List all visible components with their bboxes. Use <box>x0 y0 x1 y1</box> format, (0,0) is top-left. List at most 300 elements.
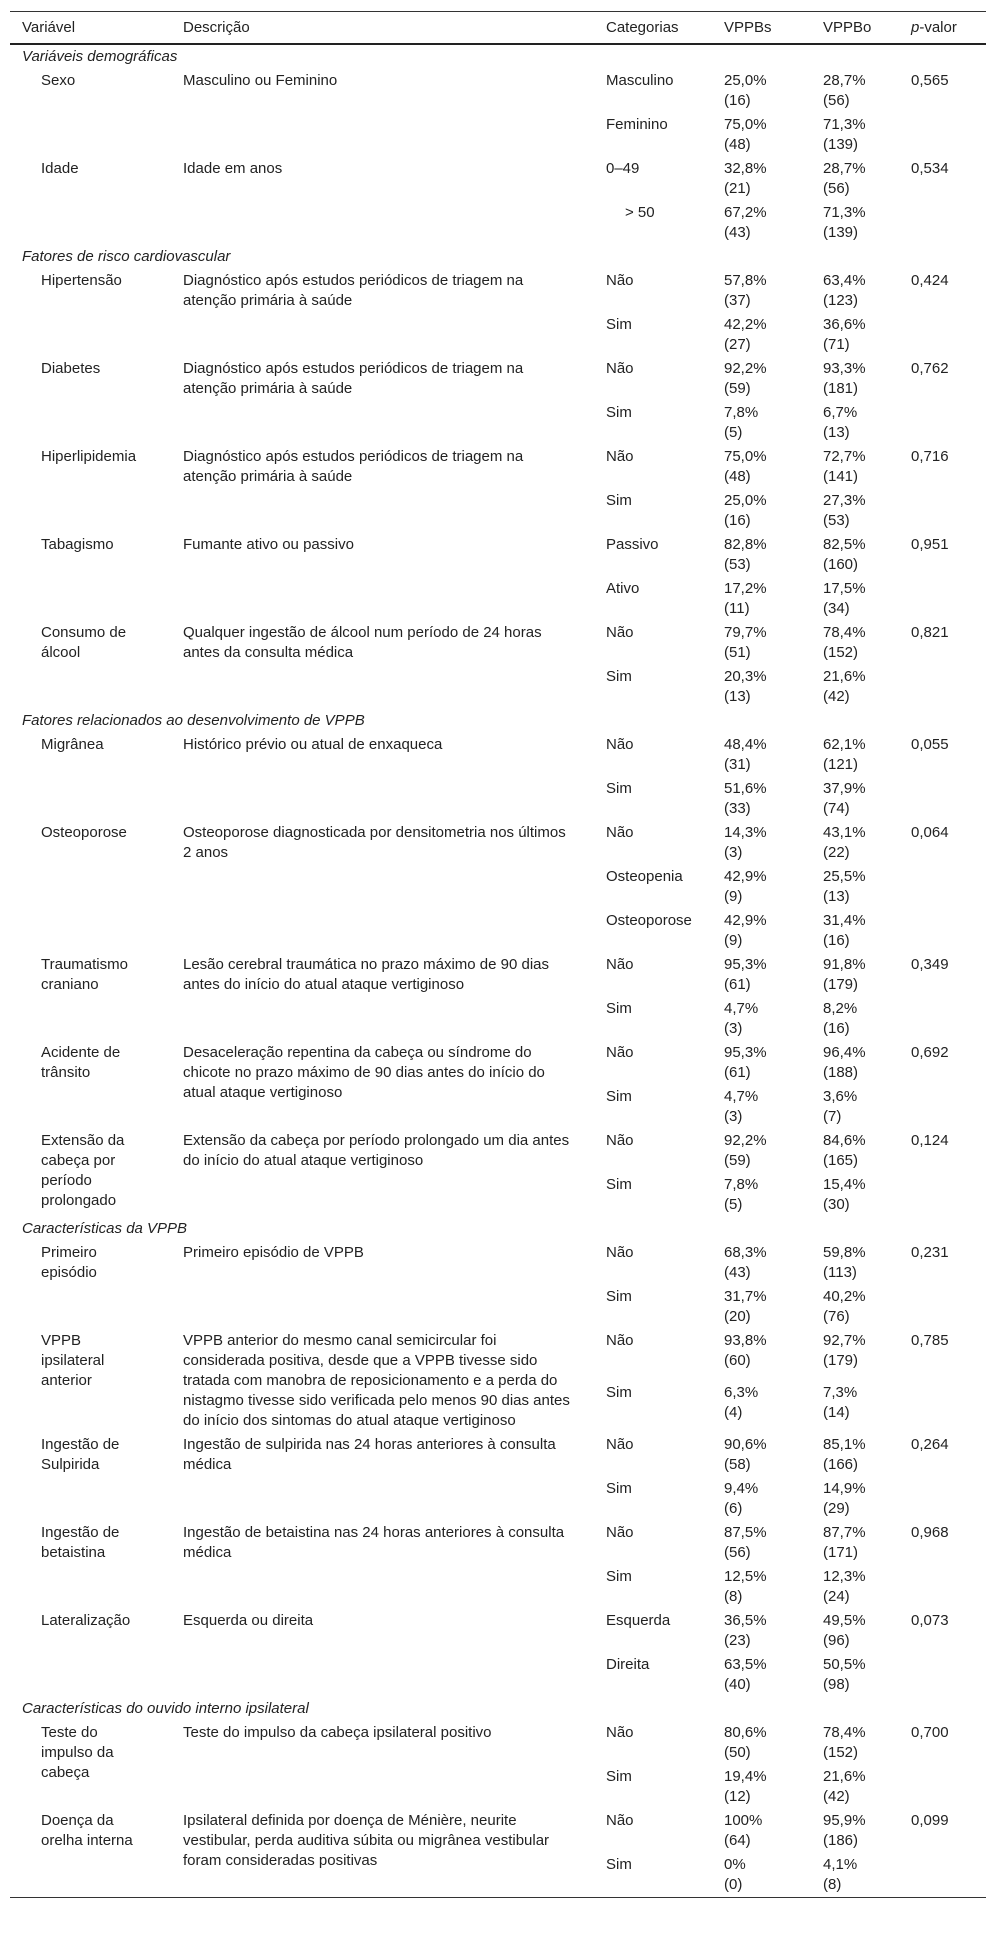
p-value: 0,951 <box>911 536 949 553</box>
table-row <box>10 1721 986 1765</box>
category: Sim <box>606 1176 632 1193</box>
vppbo-cell <box>817 1853 905 1898</box>
vppbs-count: (12) <box>724 1788 751 1805</box>
vppbs-count: (8) <box>724 1588 743 1605</box>
table-row <box>10 733 986 777</box>
vppbs-count: (59) <box>724 1152 751 1169</box>
table-row <box>10 533 986 577</box>
vppbs-percent: 75,0% <box>724 448 767 465</box>
vppbo-cell <box>817 665 905 709</box>
vppbs-count: (27) <box>724 336 751 353</box>
vppbs-cell <box>718 357 817 401</box>
vppbo-percent: 8,2% <box>823 1000 858 1017</box>
vppbs-cell <box>718 1721 817 1765</box>
vppbo-percent: 85,1% <box>823 1436 866 1453</box>
vppbo-percent: 15,4% <box>823 1176 866 1193</box>
vppbo-cell <box>817 1241 905 1285</box>
category: Não <box>606 1436 634 1453</box>
vppbo-percent: 84,6% <box>823 1132 866 1149</box>
variable-description: Ingestão de sulpirida nas 24 horas anteriores à consulta médica <box>183 1436 556 1473</box>
vppbo-count: (179) <box>823 976 859 993</box>
vppbo-count: (139) <box>823 224 859 241</box>
vppbo-cell <box>817 1329 905 1381</box>
p-value: 0,264 <box>911 1436 949 1453</box>
table-row <box>10 1609 986 1653</box>
vppbs-percent: 42,9% <box>724 912 767 929</box>
vppbs-percent: 79,7% <box>724 624 767 641</box>
vppbs-percent: 25,0% <box>724 72 767 89</box>
vppbs-cell <box>718 1521 817 1565</box>
vppbo-cell <box>817 489 905 533</box>
table-row <box>10 157 986 201</box>
variable-description: Ingestão de betaistina nas 24 horas anteriores à consulta médica <box>183 1524 565 1561</box>
vppbs-count: (3) <box>724 844 743 861</box>
category: Não <box>606 1044 634 1061</box>
category: Não <box>606 448 634 465</box>
vppbo-cell <box>817 1565 905 1609</box>
vppbs-cell <box>718 201 817 245</box>
vppbs-count: (16) <box>724 92 751 109</box>
vppbs-cell <box>718 953 817 997</box>
vppbo-cell <box>817 821 905 865</box>
p-value: 0,064 <box>911 824 949 841</box>
vppbs-percent: 92,2% <box>724 1132 767 1149</box>
variable-description: Esquerda ou direita <box>183 1612 314 1629</box>
vppbs-count: (53) <box>724 556 751 573</box>
section-title: Variáveis demográficas <box>22 48 178 65</box>
vppbs-count: (5) <box>724 424 743 441</box>
vppbo-percent: 93,3% <box>823 360 866 377</box>
vppbo-count: (34) <box>823 600 850 617</box>
category: Sim <box>606 1088 632 1105</box>
vppbo-count: (166) <box>823 1456 859 1473</box>
vppbs-cell <box>718 1433 817 1477</box>
vppbo-count: (8) <box>823 1876 842 1893</box>
vppbs-percent: 75,0% <box>724 116 767 133</box>
vppbo-cell <box>817 1809 905 1853</box>
variable-description: Osteoporose diagnosticada por densitometria nos últimos 2 anos <box>183 824 566 861</box>
vppbs-count: (23) <box>724 1632 751 1649</box>
table-row <box>10 269 986 313</box>
vppbo-cell <box>817 269 905 313</box>
vppbs-count: (16) <box>724 512 751 529</box>
vppbs-percent: 9,4% <box>724 1480 759 1497</box>
category: Não <box>606 736 634 753</box>
variable-description: Histórico prévio ou atual de enxaqueca <box>183 736 443 753</box>
vppbs-percent: 42,2% <box>724 316 767 333</box>
vppbs-percent: 17,2% <box>724 580 767 597</box>
vppbo-count: (171) <box>823 1544 859 1561</box>
vppbo-count: (165) <box>823 1152 859 1169</box>
vppbo-count: (121) <box>823 756 859 773</box>
vppbs-percent: 31,7% <box>724 1288 767 1305</box>
category: Sim <box>606 1480 632 1497</box>
category: Sim <box>606 1856 632 1873</box>
variable-name: Consumo de álcool <box>41 624 127 661</box>
section-row <box>10 1697 986 1721</box>
vppbo-cell <box>817 865 905 909</box>
table-row <box>10 445 986 489</box>
vppbo-cell <box>817 1129 905 1173</box>
vppbo-cell <box>817 201 905 245</box>
vppbs-count: (43) <box>724 1264 751 1281</box>
vppbs-cell <box>718 1129 817 1173</box>
vppbs-cell <box>718 1173 817 1217</box>
vppbs-count: (11) <box>724 600 750 617</box>
table-row <box>10 953 986 997</box>
vppbo-percent: 72,7% <box>823 448 866 465</box>
vppbo-count: (76) <box>823 1308 850 1325</box>
vppbs-count: (9) <box>724 932 743 949</box>
vppbo-count: (24) <box>823 1588 850 1605</box>
vppbo-cell <box>817 1085 905 1129</box>
vppbs-cell <box>718 401 817 445</box>
vppbo-count: (179) <box>823 1352 859 1369</box>
header-vppbs: VPPBs <box>718 12 817 45</box>
vppbo-percent: 78,4% <box>823 624 866 641</box>
section-title: Características da VPPB <box>22 1220 188 1237</box>
vppbs-cell <box>718 1765 817 1809</box>
vppbo-cell <box>817 1521 905 1565</box>
variable-name: Ingestão de betaistina <box>41 1524 120 1561</box>
section-title: Características do ouvido interno ipsilateral <box>22 1700 309 1717</box>
category: Sim <box>606 1288 632 1305</box>
vppbs-count: (3) <box>724 1020 743 1037</box>
vppbo-percent: 21,6% <box>823 668 866 685</box>
vppbo-cell <box>817 909 905 953</box>
vppbs-cell <box>718 1653 817 1697</box>
vppbs-cell <box>718 777 817 821</box>
vppbs-cell <box>718 1285 817 1329</box>
vppbo-cell <box>817 577 905 621</box>
vppbs-cell <box>718 1041 817 1085</box>
vppbs-percent: 48,4% <box>724 736 767 753</box>
variable-description: VPPB anterior do mesmo canal semicircular foi considerada positiva, desde que a VPPB tivesse sido tratada com manobra de reposicionamento e a perda do nistagmo tivesse sido verificada pelo menos 90 dias antes do início dos sintomas do atual ataque vertiginoso <box>183 1332 570 1429</box>
vppbs-count: (43) <box>724 224 751 241</box>
category: Não <box>606 1244 634 1261</box>
category: Sim <box>606 492 632 509</box>
vppbo-cell <box>817 313 905 357</box>
vppbs-count: (21) <box>724 180 751 197</box>
header-p-value <box>905 12 986 45</box>
vppbo-cell <box>817 1041 905 1085</box>
vppbs-count: (60) <box>724 1352 751 1369</box>
vppbs-cell <box>718 1565 817 1609</box>
vppbs-percent: 4,7% <box>724 1000 759 1017</box>
variable-description: Qualquer ingestão de álcool num período de 24 horas antes da consulta médica <box>183 624 542 661</box>
vppbo-percent: 6,7% <box>823 404 858 421</box>
vppbs-cell <box>718 577 817 621</box>
section-row <box>10 709 986 733</box>
header-description: Descrição <box>177 12 600 45</box>
vppbo-cell <box>817 1653 905 1697</box>
vppbs-count: (51) <box>724 644 751 661</box>
section-row <box>10 1217 986 1241</box>
vppbo-cell <box>817 953 905 997</box>
vppbs-count: (40) <box>724 1676 751 1693</box>
p-value: 0,055 <box>911 736 949 753</box>
category: Direita <box>606 1656 650 1673</box>
vppbo-cell <box>817 113 905 157</box>
vppbo-count: (141) <box>823 468 859 485</box>
variable-name: Acidente de trânsito <box>41 1044 121 1081</box>
variable-description: Ipsilateral definida por doença de Ménière, neurite vestibular, perda auditiva súbita ou migrânea vestibular foram consideradas positivas <box>183 1812 550 1869</box>
category: Sim <box>606 1768 632 1785</box>
category: Sim <box>606 1384 632 1401</box>
vppbo-count: (7) <box>823 1108 842 1125</box>
vppbo-cell <box>817 401 905 445</box>
table-row <box>10 1329 986 1381</box>
vppbo-percent: 78,4% <box>823 1724 866 1741</box>
vppbs-cell <box>718 489 817 533</box>
vppbo-cell <box>817 777 905 821</box>
vppbo-cell <box>817 445 905 489</box>
vppbs-count: (61) <box>724 976 751 993</box>
section-row <box>10 245 986 269</box>
vppbo-percent: 27,3% <box>823 492 866 509</box>
vppbs-percent: 57,8% <box>724 272 767 289</box>
vppbs-cell <box>718 1381 817 1433</box>
vppbs-count: (64) <box>724 1832 751 1849</box>
vppbo-cell <box>817 357 905 401</box>
vppbs-cell <box>718 1329 817 1381</box>
category: > 50 <box>625 204 655 221</box>
p-value: 0,716 <box>911 448 949 465</box>
vppbo-count: (74) <box>823 800 850 817</box>
vppbo-count: (30) <box>823 1196 850 1213</box>
vppbs-percent: 67,2% <box>724 204 767 221</box>
vppbs-percent: 6,3% <box>724 1384 759 1401</box>
category: 0–49 <box>606 160 640 177</box>
vppbs-count: (4) <box>724 1404 743 1421</box>
category: Não <box>606 1132 634 1149</box>
category: Sim <box>606 1568 632 1585</box>
vppbo-count: (16) <box>823 932 850 949</box>
variable-description: Extensão da cabeça por período prolongado um dia antes do início do atual ataque vertiginoso <box>183 1132 570 1169</box>
variable-description: Idade em anos <box>183 160 283 177</box>
vppbo-count: (13) <box>823 424 850 441</box>
vppbo-percent: 14,9% <box>823 1480 866 1497</box>
variable-description: Masculino ou Feminino <box>183 72 338 89</box>
vppbo-count: (98) <box>823 1676 850 1693</box>
p-suffix: -valor <box>919 19 957 36</box>
vppbs-percent: 95,3% <box>724 1044 767 1061</box>
variable-description: Diagnóstico após estudos periódicos de triagem na atenção primária à saúde <box>183 272 524 309</box>
variable-name: Lateralização <box>41 1612 131 1629</box>
table-row <box>10 1433 986 1477</box>
variable-name: Migrânea <box>41 736 104 753</box>
table-row <box>10 1521 986 1565</box>
category: Não <box>606 1524 634 1541</box>
vppbo-cell <box>817 157 905 201</box>
vppbs-percent: 36,5% <box>724 1612 767 1629</box>
results-table <box>10 11 986 1898</box>
p-value: 0,099 <box>911 1812 949 1829</box>
vppbo-count: (22) <box>823 844 850 861</box>
category: Feminino <box>606 116 668 133</box>
vppbo-count: (96) <box>823 1632 850 1649</box>
vppbo-percent: 95,9% <box>823 1812 866 1829</box>
vppbs-percent: 20,3% <box>724 668 767 685</box>
vppbo-percent: 43,1% <box>823 824 866 841</box>
vppbo-percent: 49,5% <box>823 1612 866 1629</box>
vppbo-percent: 7,3% <box>823 1384 858 1401</box>
vppbo-cell <box>817 1721 905 1765</box>
vppbs-cell <box>718 533 817 577</box>
header-vppbo: VPPBo <box>817 12 905 45</box>
vppbs-count: (56) <box>724 1544 751 1561</box>
vppbo-percent: 28,7% <box>823 72 866 89</box>
category: Sim <box>606 404 632 421</box>
vppbs-percent: 90,6% <box>724 1436 767 1453</box>
vppbs-count: (59) <box>724 380 751 397</box>
vppbs-percent: 12,5% <box>724 1568 767 1585</box>
vppbs-cell <box>718 1477 817 1521</box>
vppbs-count: (48) <box>724 136 751 153</box>
vppbs-count: (33) <box>724 800 751 817</box>
category: Não <box>606 272 634 289</box>
vppbo-count: (14) <box>823 1404 850 1421</box>
p-italic: p <box>911 19 920 36</box>
vppbo-count: (188) <box>823 1064 859 1081</box>
header-categories: Categorias <box>600 12 718 45</box>
vppbs-cell <box>718 1853 817 1898</box>
vppbo-count: (160) <box>823 556 859 573</box>
vppbs-count: (0) <box>724 1876 743 1893</box>
p-value: 0,785 <box>911 1332 949 1349</box>
vppbo-percent: 17,5% <box>823 580 866 597</box>
p-value: 0,692 <box>911 1044 949 1061</box>
variable-name: Hiperlipidemia <box>41 448 137 465</box>
variable-name: Doença da orelha interna <box>41 1812 133 1849</box>
vppbo-percent: 12,3% <box>823 1568 866 1585</box>
vppbs-cell <box>718 1809 817 1853</box>
vppbo-percent: 87,7% <box>823 1524 866 1541</box>
p-value: 0,968 <box>911 1524 949 1541</box>
vppbo-count: (152) <box>823 1744 859 1761</box>
vppbo-percent: 63,4% <box>823 272 866 289</box>
vppbs-percent: 51,6% <box>724 780 767 797</box>
vppbs-percent: 95,3% <box>724 956 767 973</box>
variable-name: Idade <box>41 160 79 177</box>
variable-name: Sexo <box>41 72 76 89</box>
category: Não <box>606 824 634 841</box>
vppbo-percent: 59,8% <box>823 1244 866 1261</box>
vppbs-cell <box>718 1085 817 1129</box>
category: Osteoporose <box>606 912 692 929</box>
vppbo-cell <box>817 1433 905 1477</box>
category: Sim <box>606 780 632 797</box>
p-value: 0,124 <box>911 1132 949 1149</box>
table-row <box>10 69 986 113</box>
section-title: Fatores relacionados ao desenvolvimento de VPPB <box>22 712 365 729</box>
vppbs-percent: 4,7% <box>724 1088 759 1105</box>
variable-description: Diagnóstico após estudos periódicos de triagem na atenção primária à saúde <box>183 448 524 485</box>
vppbo-count: (42) <box>823 688 850 705</box>
vppbo-percent: 28,7% <box>823 160 866 177</box>
vppbo-count: (123) <box>823 292 859 309</box>
vppbo-percent: 71,3% <box>823 116 866 133</box>
vppbs-percent: 19,4% <box>724 1768 767 1785</box>
vppbs-percent: 7,8% <box>724 1176 759 1193</box>
p-value: 0,821 <box>911 624 949 641</box>
vppbs-count: (31) <box>724 756 751 773</box>
p-value: 0,349 <box>911 956 949 973</box>
vppbs-cell <box>718 1241 817 1285</box>
category: Sim <box>606 316 632 333</box>
vppbo-count: (29) <box>823 1500 850 1517</box>
vppbs-percent: 92,2% <box>724 360 767 377</box>
vppbs-cell <box>718 269 817 313</box>
category: Não <box>606 360 634 377</box>
vppbs-cell <box>718 665 817 709</box>
vppbo-percent: 37,9% <box>823 780 866 797</box>
table-row <box>10 621 986 665</box>
category: Não <box>606 956 634 973</box>
p-value: 0,424 <box>911 272 949 289</box>
vppbs-count: (13) <box>724 688 751 705</box>
vppbo-count: (16) <box>823 1020 850 1037</box>
category: Passivo <box>606 536 659 553</box>
category: Sim <box>606 1000 632 1017</box>
vppbo-count: (42) <box>823 1788 850 1805</box>
vppbs-percent: 32,8% <box>724 160 767 177</box>
variable-name: Osteoporose <box>41 824 127 841</box>
vppbo-percent: 96,4% <box>823 1044 866 1061</box>
vppbo-cell <box>817 733 905 777</box>
section-title: Fatores de risco cardiovascular <box>22 248 231 265</box>
category: Osteopenia <box>606 868 683 885</box>
vppbs-count: (20) <box>724 1308 751 1325</box>
vppbo-percent: 92,7% <box>823 1332 866 1349</box>
variable-name: Extensão da cabeça por período prolongado <box>41 1132 125 1209</box>
table-row <box>10 1041 986 1085</box>
vppbo-percent: 71,3% <box>823 204 866 221</box>
vppbo-cell <box>817 1173 905 1217</box>
vppbo-percent: 36,6% <box>823 316 866 333</box>
category: Sim <box>606 668 632 685</box>
vppbo-count: (71) <box>823 336 850 353</box>
table-row <box>10 821 986 865</box>
header-variable: Variável <box>10 12 177 45</box>
vppbo-percent: 91,8% <box>823 956 866 973</box>
vppbs-percent: 0% <box>724 1856 746 1873</box>
category: Não <box>606 624 634 641</box>
vppbs-percent: 7,8% <box>724 404 759 421</box>
vppbs-cell <box>718 997 817 1041</box>
variable-description: Primeiro episódio de VPPB <box>183 1244 364 1261</box>
table-row <box>10 1129 986 1173</box>
vppbs-cell <box>718 1609 817 1653</box>
vppbs-count: (5) <box>724 1196 743 1213</box>
table-body <box>10 44 986 1898</box>
vppbo-count: (56) <box>823 92 850 109</box>
category: Esquerda <box>606 1612 671 1629</box>
vppbs-count: (3) <box>724 1108 743 1125</box>
category: Ativo <box>606 580 640 597</box>
vppbs-count: (48) <box>724 468 751 485</box>
vppbs-percent: 82,8% <box>724 536 767 553</box>
vppbs-percent: 68,3% <box>724 1244 767 1261</box>
variable-name: Ingestão de Sulpirida <box>41 1436 120 1473</box>
variable-description: Teste do impulso da cabeça ipsilateral positivo <box>183 1724 492 1741</box>
vppbs-percent: 93,8% <box>724 1332 767 1349</box>
vppbs-percent: 25,0% <box>724 492 767 509</box>
vppbs-cell <box>718 909 817 953</box>
vppbo-percent: 25,5% <box>823 868 866 885</box>
vppbs-cell <box>718 865 817 909</box>
variable-name: Teste do impulso da cabeça <box>41 1724 114 1781</box>
